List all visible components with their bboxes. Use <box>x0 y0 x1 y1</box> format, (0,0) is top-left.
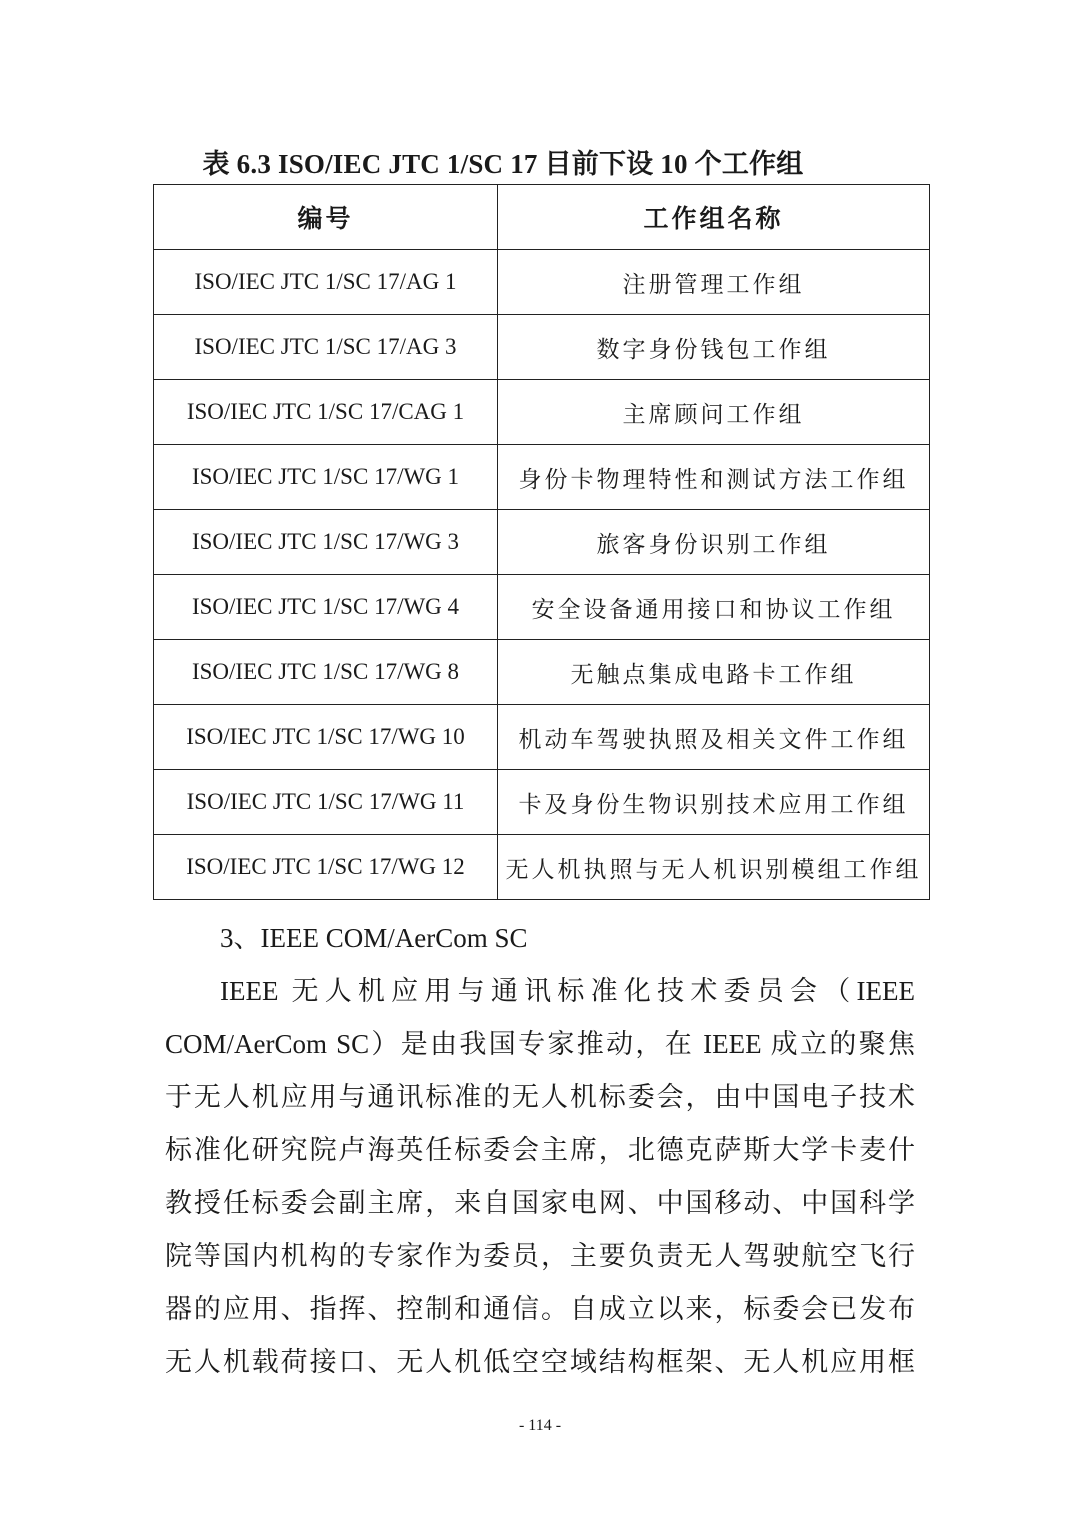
section-heading: 3、IEEE COM/AerCom SC <box>220 923 528 953</box>
row-code: ISO/IEC JTC 1/SC 17/AG 3 <box>154 315 498 380</box>
row-code: ISO/IEC JTC 1/SC 17/WG 4 <box>154 575 498 640</box>
paragraph-line: 标准化研究院卢海英任标委会主席，北德克萨斯大学卡麦什 <box>165 1135 915 1165</box>
paragraph-line: COM/AerCom SC）是由我国专家推动，在 IEEE 成立的聚焦 <box>165 1029 915 1059</box>
row-group-name: 注册管理工作组 <box>498 250 930 315</box>
row-code: ISO/IEC JTC 1/SC 17/WG 1 <box>154 445 498 510</box>
row-group-name: 身份卡物理特性和测试方法工作组 <box>498 445 930 510</box>
table-row <box>154 575 930 640</box>
row-code: ISO/IEC JTC 1/SC 17/AG 1 <box>154 250 498 315</box>
table-row <box>154 250 930 315</box>
table-row <box>154 770 930 835</box>
row-code: ISO/IEC JTC 1/SC 17/WG 3 <box>154 510 498 575</box>
paragraph-line: IEEE 无人机应用与通讯标准化技术委员会（IEEE <box>220 976 915 1006</box>
table-row <box>154 510 930 575</box>
page-number: - 114 - <box>518 1417 562 1434</box>
table-caption: 表 6.3 ISO/IEC JTC 1/SC 17 目前下设 10 个工作组 <box>202 149 804 179</box>
row-group-name: 卡及身份生物识别技术应用工作组 <box>498 770 930 835</box>
paragraph-line: 教授任标委会副主席，来自国家电网、中国移动、中国科学 <box>165 1188 915 1218</box>
row-group-name: 安全设备通用接口和协议工作组 <box>498 575 930 640</box>
paragraph-line: 无人机载荷接口、无人机低空空域结构框架、无人机应用框 <box>165 1347 915 1377</box>
row-code: ISO/IEC JTC 1/SC 17/WG 12 <box>154 835 498 900</box>
header-group-name: 工作组名称 <box>498 185 930 250</box>
row-group-name: 无人机执照与无人机识别模组工作组 <box>498 835 930 900</box>
row-code: ISO/IEC JTC 1/SC 17/WG 11 <box>154 770 498 835</box>
row-code: ISO/IEC JTC 1/SC 17/CAG 1 <box>154 380 498 445</box>
table-row <box>154 380 930 445</box>
row-group-name: 无触点集成电路卡工作组 <box>498 640 930 705</box>
table-row <box>154 640 930 705</box>
table-row <box>154 705 930 770</box>
working-groups-table <box>153 184 930 900</box>
row-group-name: 旅客身份识别工作组 <box>498 510 930 575</box>
table-header-row <box>154 185 930 250</box>
paragraph-line: 于无人机应用与通讯标准的无人机标委会，由中国电子技术 <box>165 1082 915 1112</box>
row-group-name: 主席顾问工作组 <box>498 380 930 445</box>
row-group-name: 机动车驾驶执照及相关文件工作组 <box>498 705 930 770</box>
row-code: ISO/IEC JTC 1/SC 17/WG 8 <box>154 640 498 705</box>
paragraph-line: 器的应用、指挥、控制和通信。自成立以来，标委会已发布 <box>165 1294 915 1324</box>
paragraph-line: 院等国内机构的专家作为委员，主要负责无人驾驶航空飞行 <box>165 1241 915 1271</box>
header-code: 编号 <box>154 185 498 250</box>
row-code: ISO/IEC JTC 1/SC 17/WG 10 <box>154 705 498 770</box>
table-row <box>154 445 930 510</box>
table-row <box>154 315 930 380</box>
row-group-name: 数字身份钱包工作组 <box>498 315 930 380</box>
table-row <box>154 835 930 900</box>
